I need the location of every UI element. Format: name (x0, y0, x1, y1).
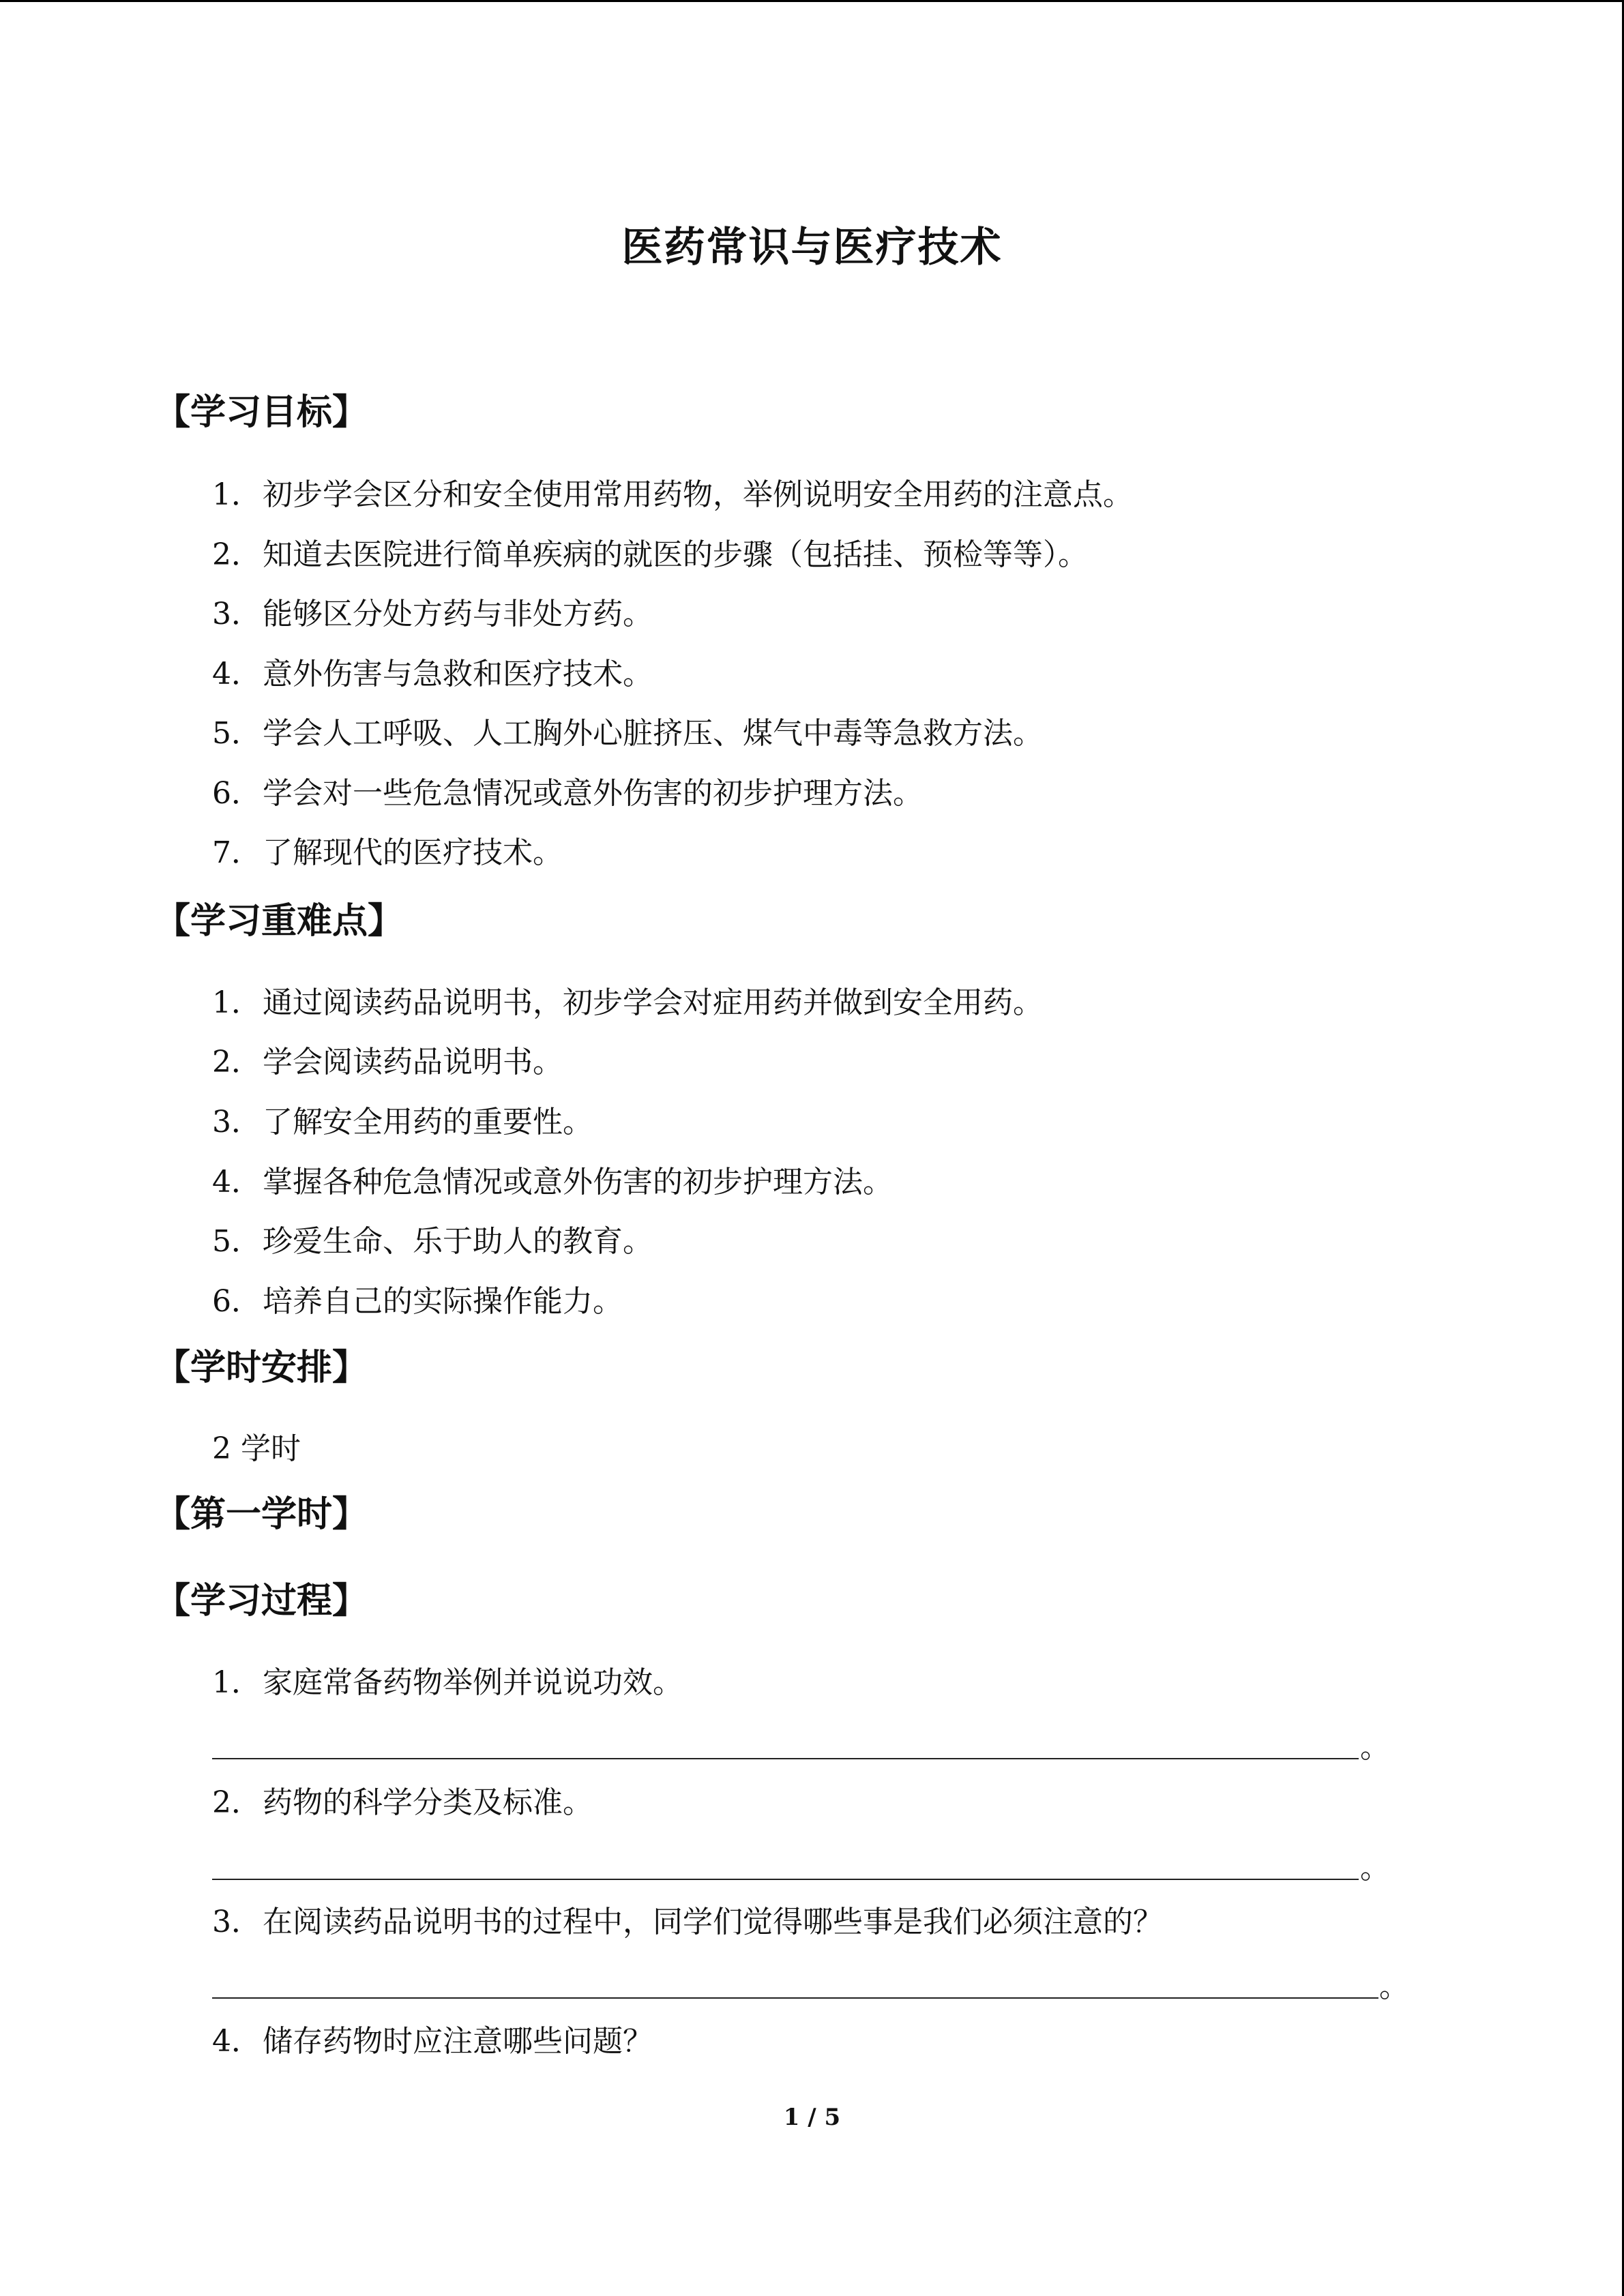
objective-item (212, 655, 653, 694)
key-point-item (212, 1223, 653, 1261)
item-number: 2． (212, 1785, 261, 1820)
item-text: 了解现代的医疗技术。 (263, 835, 563, 870)
answer-line[interactable] (212, 1879, 1359, 1880)
objective-item (212, 536, 1088, 574)
process-question (212, 2023, 653, 2061)
item-number: 1． (212, 477, 261, 512)
key-point-item (212, 1043, 563, 1082)
objective-item (212, 595, 653, 633)
item-number: 2． (212, 1045, 261, 1079)
item-number: 4． (212, 1165, 261, 1199)
schedule-text: 2 学时 (212, 1431, 301, 1466)
item-number: 3． (212, 1905, 261, 1939)
item-text: 家庭常备药物举例并说说功效。 (263, 1665, 683, 1700)
item-number: 1． (212, 985, 261, 1020)
item-text: 能够区分处方药与非处方药。 (263, 597, 653, 631)
section-heading-process: 【学习过程】 (155, 1581, 368, 1622)
objective-item (212, 775, 923, 813)
process-question (212, 1903, 1163, 1941)
item-text: 储存药物时应注意哪些问题？ (263, 2024, 653, 2059)
item-number: 1． (212, 1665, 261, 1700)
answer-line-end: 。 (1360, 1851, 1390, 1885)
key-point-item (212, 984, 1043, 1022)
item-text: 掌握各种危急情况或意外伤害的初步护理方法。 (263, 1165, 893, 1199)
key-point-item (212, 1103, 593, 1142)
item-number: 4． (212, 657, 261, 691)
item-text: 通过阅读药品说明书，初步学会对症用药并做到安全用药。 (263, 985, 1043, 1020)
item-text: 意外伤害与急救和医疗技术。 (263, 657, 653, 691)
item-number: 3． (212, 597, 261, 631)
item-number: 7． (212, 835, 261, 870)
answer-line[interactable] (212, 1997, 1378, 1999)
section-heading-schedule: 【学时安排】 (155, 1347, 368, 1388)
item-number: 6． (212, 776, 261, 811)
section-heading-key-points: 【学习重难点】 (155, 901, 404, 942)
item-text: 了解安全用药的重要性。 (263, 1105, 593, 1139)
item-text: 培养自己的实际操作能力。 (263, 1284, 623, 1319)
key-point-item (212, 1163, 893, 1202)
item-number: 4． (212, 2024, 261, 2059)
key-point-item (212, 1283, 623, 1321)
answer-line-end: 。 (1379, 1969, 1409, 2004)
objective-item (212, 834, 563, 872)
answer-line-end: 。 (1360, 1730, 1390, 1765)
item-text: 知道去医院进行简单疾病的就医的步骤（包括挂、预检等等）。 (263, 537, 1088, 572)
item-text: 初步学会区分和安全使用常用药物，举例说明安全用药的注意点。 (263, 477, 1133, 512)
item-text: 药物的科学分类及标准。 (263, 1785, 593, 1820)
answer-line[interactable] (212, 1758, 1359, 1759)
item-text: 在阅读药品说明书的过程中，同学们觉得哪些事是我们必须注意的？ (263, 1905, 1163, 1939)
item-number: 5． (212, 1224, 261, 1259)
item-number: 2． (212, 537, 261, 572)
document-title: 医药常识与医疗技术 (621, 224, 1003, 271)
process-question (212, 1664, 683, 1702)
section-heading-first-period: 【第一学时】 (155, 1494, 368, 1535)
item-number: 3． (212, 1105, 261, 1139)
item-number: 5． (212, 716, 261, 751)
objective-item (212, 476, 1133, 514)
item-text: 学会对一些危急情况或意外伤害的初步护理方法。 (263, 776, 923, 811)
item-text: 学会人工呼吸、人工胸外心脏挤压、煤气中毒等急救方法。 (263, 716, 1043, 751)
item-text: 学会阅读药品说明书。 (263, 1045, 563, 1079)
page-number: 1 / 5 (783, 2104, 841, 2131)
objective-item (212, 715, 1043, 753)
process-question (212, 1784, 593, 1822)
item-number: 6． (212, 1284, 261, 1319)
section-heading-objectives: 【学习目标】 (155, 392, 368, 433)
item-text: 珍爱生命、乐于助人的教育。 (263, 1224, 653, 1259)
